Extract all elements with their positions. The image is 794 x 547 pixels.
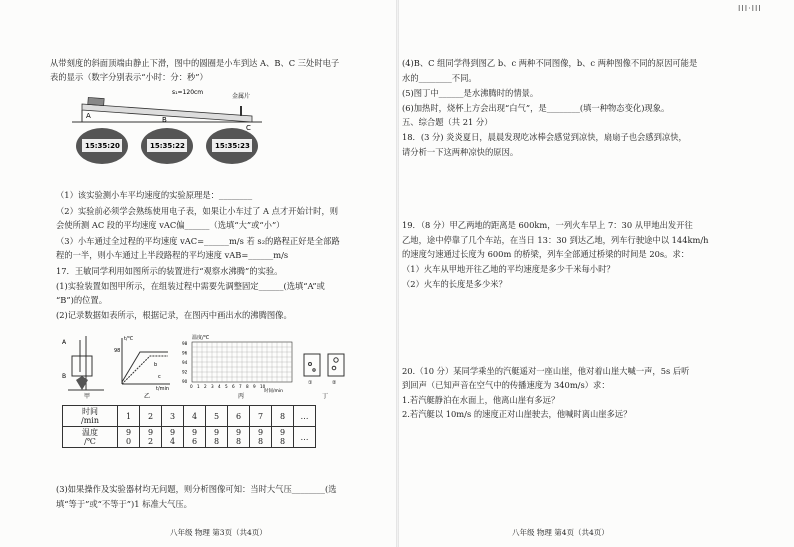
q19-line: 的速度匀速通过长度为 600m 的桥梁，列车全部通过桥梁的时间是 20s。求： <box>402 249 690 259</box>
svg-text:b: b <box>154 362 158 368</box>
svg-text:t/min: t/min <box>156 386 170 392</box>
page-fold <box>396 0 399 547</box>
table-cell: 9 6 <box>184 427 206 448</box>
x-tick-label: 1 <box>197 384 200 389</box>
svg-text:98: 98 <box>114 348 121 354</box>
q17-tail-line: (3)如果操作及实验器材均无问题，则分析图像可知：当时大气压________(选 <box>56 484 337 494</box>
distance-label: s₁=120cm <box>172 89 204 96</box>
right-line: 水的________不同。 <box>402 73 477 83</box>
x-tick-label: 8 <box>246 384 249 389</box>
q19-line: 19．（8 分）甲乙两地的距离是 600km，一列火车早上 7：30 从甲地出发开往 <box>402 220 693 230</box>
graph-yi <box>114 336 170 392</box>
y-tick-label: 92 <box>182 369 188 375</box>
table-row <box>63 427 316 448</box>
table-cell: 2 <box>140 406 162 427</box>
data-table <box>62 405 316 448</box>
table-cell: 3 <box>162 406 184 427</box>
ramp-board <box>82 104 252 122</box>
x-tick-label: 5 <box>225 384 228 389</box>
point-b: B <box>162 116 167 124</box>
clock-c-time: 15:35:23 <box>215 142 250 150</box>
q17-line: (1)实验装置如图甲所示，在组装过程中需要先调整固定______(选填“A”或 <box>56 281 325 291</box>
q19-line: （1）火车从甲地开往乙地的平均速度是多少千米每小时？ <box>402 264 615 274</box>
cart <box>88 97 104 105</box>
y-tick-label: 90 <box>182 379 188 384</box>
q16-line: 会使所测 AC 段的平均速度 vAC偏______（选填“大”或“小”） <box>56 220 285 230</box>
q20-line: 2.若汽艇以 10m/s 的速度正对山崖驶去，他喊时离山崖多远？ <box>402 409 632 419</box>
table-cell: 1 <box>118 406 140 427</box>
svg-text:A: A <box>62 339 67 346</box>
table-cell: 7 <box>250 406 272 427</box>
beakers-ding <box>304 354 344 386</box>
q19-line: （2）火车的长度是多少米？ <box>402 279 507 289</box>
table-cell: 9 2 <box>140 427 162 448</box>
x-tick-label: 9 <box>253 384 256 389</box>
svg-text:c: c <box>158 374 161 380</box>
table-cell: 9 8 <box>250 427 272 448</box>
table-cell: … <box>294 406 316 427</box>
caption-ding: 丁 <box>322 393 329 400</box>
x-tick-label: 4 <box>218 384 221 389</box>
ramp-figure <box>62 84 272 172</box>
graph-bing <box>182 334 292 394</box>
q18-line: 18．(3 分) 炎炎夏日，晨晨发现吃冰棒会感觉到凉快，扇扇子也会感到凉快， <box>402 132 687 142</box>
graph-x-label: 时间/min <box>264 389 284 394</box>
q17-tail-line: 填“等于”或“不等于”)1 标准大气压。 <box>56 499 192 509</box>
flag-label: 金属片 <box>232 93 251 100</box>
table-cell: 9 8 <box>228 427 250 448</box>
corner-mark: III·III <box>738 4 762 13</box>
x-tick-label: 6 <box>232 384 235 389</box>
q16-line: （3）小车通过全过程的平均速度 vAC=______m/s 若 s₂的路程正好是全部路 <box>56 236 340 246</box>
q17-line: “B”)的位置。 <box>56 295 108 305</box>
clock-b-time: 15:35:22 <box>150 142 185 150</box>
svg-text:B: B <box>62 373 67 380</box>
q19-line: 乙地，途中停靠了几个车站，在当日 13：30 到达乙地，列车行驶途中以 144km/h <box>402 235 709 245</box>
beaker-2: ② <box>332 380 337 386</box>
table-header-time: 时间 /min <box>63 406 118 427</box>
intro-line: 从带刻度的斜面顶端由静止下滑，图中的圆圈是小车到达 A、B、C 三处时电子 <box>50 58 340 68</box>
right-line: (5)图丁中______是水沸腾时的情景。 <box>402 88 539 98</box>
section-title: 五、综合题（共 21 分） <box>402 117 493 127</box>
left-footer: 八年级 物理 第3页（共4页） <box>170 528 267 537</box>
q16-line: （2）实验前必须学会熟练使用电子表，如果让小车过了 A 点才开始计时，则 <box>56 206 339 216</box>
table-cell: 9 0 <box>118 427 140 448</box>
table-cell: … <box>294 427 316 448</box>
clock-a <box>76 128 128 164</box>
clock-c <box>206 128 258 164</box>
x-tick-label: 0 <box>190 384 193 389</box>
right-footer: 八年级 物理 第4页（共4页） <box>512 528 609 537</box>
x-tick-label: 7 <box>239 384 242 389</box>
table-header-temp: 温度 /℃ <box>63 427 118 448</box>
apparatus-jia <box>62 336 104 390</box>
q20-line: 到回声（已知声音在空气中的传播速度为 340m/s）求： <box>402 380 610 390</box>
q17-line: 17．王敏同学利用如图所示的装置进行“观察水沸腾”的实验。 <box>56 266 283 276</box>
point-a: A <box>86 112 91 120</box>
q17-line: (2)记录数据如表所示，根据记录，在图丙中画出水的沸腾图像。 <box>56 310 292 320</box>
table-cell: 5 <box>206 406 228 427</box>
svg-text:t/℃: t/℃ <box>124 336 134 342</box>
x-tick-label: 10 <box>260 384 266 389</box>
q16-line: 程的一半，则小车通过上半段路程的平均速度 vAB=______m/s <box>56 250 289 260</box>
table-cell: 6 <box>228 406 250 427</box>
point-c: C <box>246 124 251 132</box>
caption-jia: 甲 <box>84 393 91 400</box>
x-tick-label: 3 <box>211 384 214 389</box>
q16-line: （1）该实验测小车平均速度的实验原理是：________ <box>56 190 253 200</box>
table-row <box>63 406 316 427</box>
y-tick-label: 96 <box>182 350 188 356</box>
table-cell: 9 8 <box>272 427 294 448</box>
clock-a-time: 15:35:20 <box>85 142 120 150</box>
intro-line: 表的显示（数字分别表示“小时：分：秒”） <box>50 72 208 82</box>
graph-y-label: 温度/℃ <box>192 335 210 341</box>
q20-line: 1.若汽艇静泊在水面上，他离山崖有多远？ <box>402 395 560 405</box>
right-line: (6)加热时，烧杯上方会出现“白气”，是________(填一种物态变化)现象。 <box>402 103 670 113</box>
x-tick-label: 2 <box>204 384 207 389</box>
right-line: (4)B、C 组同学得到图乙 b、c 两种不同图像，b、c 两种图像不同的原因可能是 <box>402 58 698 68</box>
clock-b <box>141 128 193 164</box>
table-cell: 4 <box>184 406 206 427</box>
caption-yi: 乙 <box>144 393 151 400</box>
boiling-figure <box>58 332 358 400</box>
q18-line: 请分析一下这两种凉快的原因。 <box>402 147 519 157</box>
caption-bing: 丙 <box>238 393 245 400</box>
q20-line: 20.（10 分）某同学乘坐的汽艇遥对一座山崖，他对着山崖大喊一声，5s 后听 <box>402 366 690 376</box>
beaker-1: ① <box>308 380 313 386</box>
metal-flag <box>240 106 242 116</box>
y-tick-label: 98 <box>182 341 188 346</box>
y-tick-label: 94 <box>182 360 188 365</box>
table-cell: 8 <box>272 406 294 427</box>
table-cell: 9 4 <box>162 427 184 448</box>
table-cell: 9 8 <box>206 427 228 448</box>
